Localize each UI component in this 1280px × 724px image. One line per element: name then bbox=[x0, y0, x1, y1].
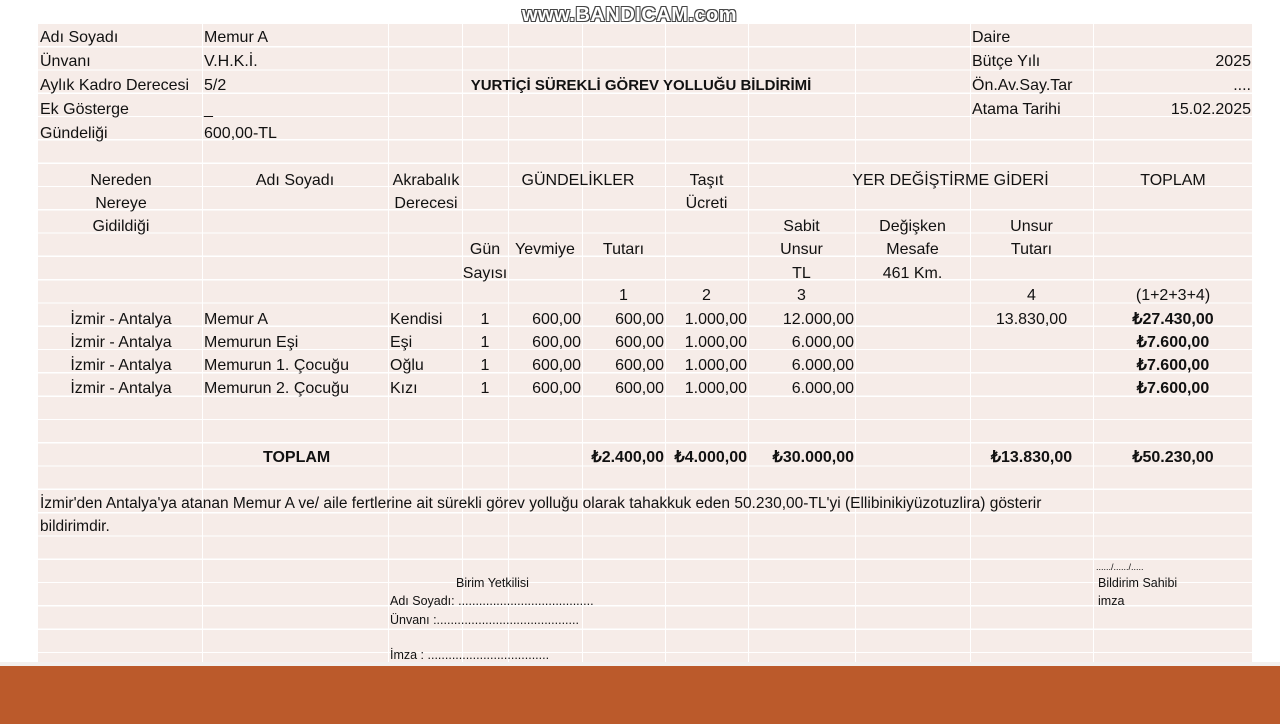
officer-signature-line: İmza : ................................... bbox=[390, 648, 550, 662]
row-relation: Eşi bbox=[390, 334, 413, 351]
col-day-count: Gün bbox=[469, 241, 501, 258]
col-rate: Yevmiye bbox=[515, 241, 575, 258]
row-transport: 1.000,00 bbox=[684, 357, 747, 374]
row-fixed: 12.000,00 bbox=[782, 311, 854, 328]
col-from: Nereden bbox=[90, 172, 152, 189]
col-day-count-2: Sayısı bbox=[462, 265, 508, 282]
row-amount: 600,00 bbox=[615, 311, 664, 328]
row-relation: Kendisi bbox=[390, 311, 443, 328]
row-rate: 600,00 bbox=[532, 380, 581, 397]
name-value: Memur A bbox=[204, 29, 269, 46]
col-relocation: YER DEĞİŞTİRME GİDERİ bbox=[852, 172, 1049, 189]
totals-amount: ₺2.400,00 bbox=[591, 449, 664, 466]
row-amount: 600,00 bbox=[615, 380, 664, 397]
budget-year-label: Bütçe Yılı bbox=[972, 53, 1041, 70]
budget-year-value: 2025 bbox=[1215, 53, 1251, 70]
recorder-watermark: www.BANDICAM.com bbox=[522, 4, 738, 26]
row-transport: 1.000,00 bbox=[684, 334, 747, 351]
owner-title: Bildirim Sahibi bbox=[1098, 576, 1178, 590]
row-total: ₺7.600,00 bbox=[1136, 334, 1210, 351]
officer-title: Birim Yetkilisi bbox=[456, 576, 529, 590]
statement-text-end: bildirimdir. bbox=[40, 518, 110, 535]
officer-rank-line: Ünvanı :......................................... bbox=[390, 613, 579, 627]
grid-line bbox=[970, 24, 971, 662]
row-total: ₺7.600,00 bbox=[1136, 357, 1210, 374]
row-variable: 13.830,00 bbox=[995, 311, 1068, 328]
row-name: Memurun 1. Çocuğu bbox=[204, 357, 349, 374]
col-variable-3: 461 Km. bbox=[882, 265, 943, 282]
grade-label: Aylık Kadro Derecesi bbox=[40, 77, 190, 94]
row-amount: 600,00 bbox=[615, 334, 664, 351]
extra-indicator-label: Ek Gösterge bbox=[40, 101, 129, 118]
row-rate: 600,00 bbox=[532, 357, 581, 374]
owner-signature: imza bbox=[1098, 594, 1125, 608]
title-label: Ünvanı bbox=[40, 53, 91, 70]
daily-rate-label: Gündeliği bbox=[40, 125, 108, 142]
row-fixed: 6.000,00 bbox=[791, 334, 854, 351]
row-days: 1 bbox=[480, 357, 490, 374]
row-relation: Oğlu bbox=[390, 357, 424, 374]
col-dailies: GÜNDELİKLER bbox=[521, 172, 635, 189]
slide-footer-bar bbox=[0, 662, 1280, 724]
row-rate: 600,00 bbox=[532, 311, 581, 328]
statement-text: İzmir'den Antalya'ya atanan Memur A ve/ aile fertlerine ait sürekli görev yolluğu olarak tahakkuk eden 50.230,00-TL'yi (Ellibinikiyüzotuzlira) gösterir bbox=[40, 495, 1042, 512]
appointment-date-value: 15.02.2025 bbox=[1170, 101, 1251, 118]
row-route: İzmir - Antalya bbox=[70, 357, 172, 374]
extra-indicator-value: _ bbox=[204, 101, 213, 118]
advance-value: .... bbox=[1233, 77, 1251, 94]
col-fixed-2: Unsur bbox=[780, 241, 823, 258]
col-element: Unsur bbox=[1010, 218, 1053, 235]
col-transport-fee: Ücreti bbox=[685, 195, 728, 212]
col-element-2: Tutarı bbox=[1010, 241, 1053, 258]
row-transport: 1.000,00 bbox=[684, 311, 747, 328]
row-name: Memur A bbox=[204, 311, 269, 328]
grid-line bbox=[202, 24, 203, 662]
col-fixed-3: TL bbox=[792, 265, 811, 282]
grade-value: 5/2 bbox=[204, 77, 227, 94]
row-total: ₺27.430,00 bbox=[1132, 311, 1214, 328]
col-total: TOPLAM bbox=[1140, 172, 1206, 189]
col-number-4: 4 bbox=[1027, 287, 1036, 304]
row-days: 1 bbox=[480, 334, 490, 351]
row-relation: Kızı bbox=[390, 380, 418, 397]
row-total: ₺7.600,00 bbox=[1136, 380, 1210, 397]
col-destination: Gidildiği bbox=[92, 218, 150, 235]
title-value: V.H.K.İ. bbox=[204, 53, 258, 70]
name-label: Adı Soyadı bbox=[40, 29, 119, 46]
row-amount: 600,00 bbox=[615, 357, 664, 374]
col-number-1: 1 bbox=[619, 287, 628, 304]
department-label: Daire bbox=[972, 29, 1011, 46]
totals-fixed: ₺30.000,00 bbox=[772, 449, 854, 466]
col-number-3: 3 bbox=[797, 287, 806, 304]
document-title: YURTİÇİ SÜREKLİ GÖREV YOLLUĞU BİLDİRİMİ bbox=[470, 77, 812, 94]
advance-label: Ön.Av.Say.Tar bbox=[972, 77, 1073, 94]
totals-label: TOPLAM bbox=[263, 449, 331, 466]
col-fixed: Sabit bbox=[783, 218, 820, 235]
col-amount: Tutarı bbox=[602, 241, 645, 258]
officer-name-line: Adı Soyadı: ....................................... bbox=[390, 594, 594, 608]
row-route: İzmir - Antalya bbox=[70, 311, 172, 328]
daily-rate-value: 600,00-TL bbox=[204, 125, 277, 142]
row-route: İzmir - Antalya bbox=[70, 334, 172, 351]
col-variable-2: Mesafe bbox=[886, 241, 939, 258]
totals-variable: ₺13.830,00 bbox=[990, 449, 1073, 466]
col-relation-degree: Derecesi bbox=[394, 195, 458, 212]
row-name: Memurun 2. Çocuğu bbox=[204, 380, 349, 397]
row-name: Memurun Eşi bbox=[204, 334, 299, 351]
row-transport: 1.000,00 bbox=[684, 380, 747, 397]
signature-date: ....../....../..... bbox=[1096, 562, 1144, 572]
appointment-date-label: Atama Tarihi bbox=[972, 101, 1061, 118]
col-person-name: Adı Soyadı bbox=[255, 172, 335, 189]
totals-grand: ₺50.230,00 bbox=[1132, 449, 1214, 466]
col-relation: Akrabalık bbox=[392, 172, 460, 189]
col-transport: Taşıt bbox=[689, 172, 724, 189]
row-fixed: 6.000,00 bbox=[791, 380, 854, 397]
grid-line bbox=[855, 24, 856, 662]
col-number-2: 2 bbox=[702, 287, 711, 304]
row-days: 1 bbox=[480, 380, 490, 397]
row-fixed: 6.000,00 bbox=[791, 357, 854, 374]
row-days: 1 bbox=[480, 311, 490, 328]
grid-line bbox=[388, 24, 389, 662]
totals-transport: ₺4.000,00 bbox=[674, 449, 747, 466]
row-rate: 600,00 bbox=[532, 334, 581, 351]
col-variable: Değişken bbox=[879, 218, 946, 235]
col-number-total: (1+2+3+4) bbox=[1135, 287, 1211, 304]
row-route: İzmir - Antalya bbox=[70, 380, 172, 397]
col-to: Nereye bbox=[95, 195, 147, 212]
